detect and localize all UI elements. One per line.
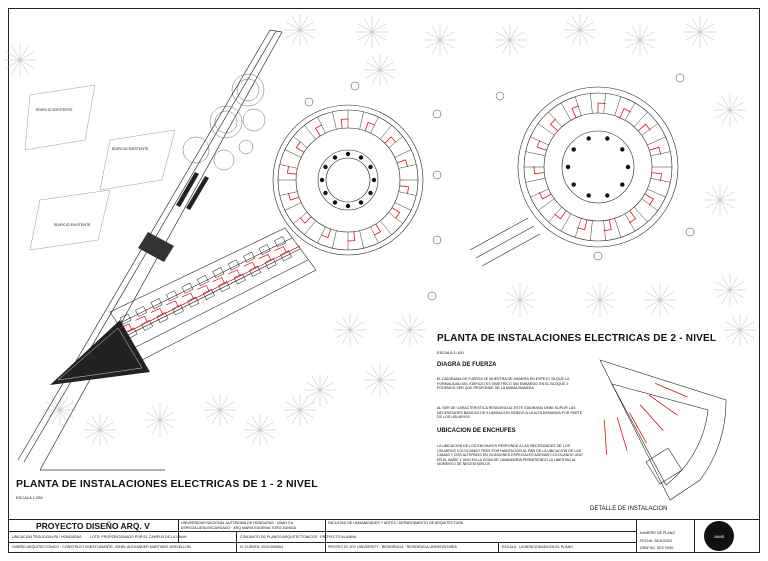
wall-line bbox=[360, 112, 364, 130]
circuit-line bbox=[228, 270, 240, 276]
column-dot bbox=[605, 136, 609, 140]
circuit-line bbox=[166, 301, 178, 307]
tree-symbol bbox=[364, 54, 396, 86]
circuit-line bbox=[213, 278, 225, 284]
circuit-line bbox=[539, 192, 551, 199]
circuit-line bbox=[555, 211, 567, 219]
tree-symbol bbox=[284, 394, 316, 426]
tree-symbol bbox=[714, 274, 746, 306]
wall-line bbox=[615, 97, 621, 116]
circuit-line bbox=[259, 255, 271, 261]
wall-line bbox=[380, 221, 391, 235]
force-paragraph-1: EL DIAGRAMA DE FUERZA SE MUESTRA DE MANERA EN ESPEJO YA QUE LA FORMALIDAD DEL EDIFICIO ES SIMETRICO SIN EMBARGO EN EL BLOQUE 3 PODEMOS VER QUE RESPONDE DE LA MISMA MANERA bbox=[437, 377, 570, 391]
wall-line bbox=[634, 207, 647, 222]
column-dot bbox=[572, 182, 576, 186]
tree-symbol bbox=[84, 414, 116, 446]
force-paragraph-2: AL SER DE CARACTERISTICA RESIDENCIAL ESTE DIAGRAMA DEBE SUPLIR LAS NECESIDADES BASICAS DE ILUMINACION DEBIDO A LA ALTA DEMANDA POR PARTE DE LOS USUARIOS bbox=[437, 406, 583, 420]
circuit-line bbox=[617, 418, 627, 452]
column-dot bbox=[587, 193, 591, 197]
tree-symbol bbox=[644, 284, 676, 316]
wall-line bbox=[590, 93, 592, 113]
university-name: UNIVERSIDAD NACIONAL AUTONOMA DE HONDURAS · UNAH CU bbox=[181, 521, 294, 525]
column-dot bbox=[359, 155, 363, 159]
circuit-line bbox=[638, 124, 650, 131]
existing-building-label: EDIFICIO EXISTENTE bbox=[112, 147, 149, 151]
tree-symbol bbox=[564, 14, 596, 46]
circuit-line bbox=[244, 262, 256, 268]
circuit-line bbox=[655, 383, 687, 397]
circuit-line bbox=[649, 147, 660, 155]
tree-symbol bbox=[304, 374, 336, 406]
tree-symbol bbox=[4, 44, 36, 76]
wall-line bbox=[285, 150, 301, 158]
student-name: ESTUDIANTE: JOHEL ALEXANDER MARTINEZ SERVELLON bbox=[90, 545, 191, 549]
circuit-line bbox=[537, 140, 547, 150]
tree-symbol bbox=[334, 314, 366, 346]
wall-line bbox=[304, 125, 315, 139]
date-label: FECHA: 26/11/2024 bbox=[640, 539, 672, 543]
circuit-line bbox=[300, 217, 311, 223]
outlets-heading: UBICACION DE ENCHUFES bbox=[437, 428, 516, 434]
outlets-paragraph: LA UBICACION DE LOS ENCHUFES RESPONDE A LAS NECESIDADES DE LOS USUARIOS COLOCANDO TRES POR HABITACION AL PAR DE LA UBICACION DE LAS CAMAS Y DOS ALTERNOS EN OCASIONES ESPECIALES ADEMAS COLOCANDO UNO EN EL BAÑO Y UNO EN LA ZONA DE LAVANDERIA PERMITIENDO LA LIBERTAD AL MOMENTO DE NECESITARLOS bbox=[437, 444, 583, 467]
column-dot bbox=[566, 165, 570, 169]
column-dot bbox=[620, 147, 624, 151]
tree-symbol bbox=[714, 94, 746, 126]
circuit-line bbox=[296, 142, 304, 153]
circuit-line bbox=[604, 420, 607, 455]
wall-line bbox=[538, 199, 554, 211]
circuit-line bbox=[316, 125, 323, 136]
grid-markers bbox=[305, 74, 694, 300]
circuit-line bbox=[640, 405, 663, 431]
tree-symbol bbox=[204, 394, 236, 426]
circuit-line bbox=[604, 220, 612, 231]
column-dot bbox=[323, 165, 327, 169]
lot-info: LOTE: PROPORCIONADO POR EL CAMPUS DE LA UNAH bbox=[90, 535, 187, 539]
column-dot bbox=[346, 204, 350, 208]
tree-symbol bbox=[624, 24, 656, 56]
logo bbox=[704, 521, 734, 551]
scale-note: ESCALA · LA MENCIONADA EN EL PLANO bbox=[502, 545, 573, 549]
wall-line bbox=[360, 231, 364, 249]
wall-line bbox=[332, 112, 336, 130]
column-dot bbox=[572, 147, 576, 151]
faculty-name: FACULTAD DE HUMANIDADES Y ARTES / DEPARTAMENTO DE ARQUITECTURA bbox=[328, 521, 464, 525]
detail-label: DETALLE DE INSTALACION bbox=[590, 506, 668, 512]
column-dot bbox=[359, 200, 363, 204]
column-dot bbox=[605, 193, 609, 197]
circuit-line bbox=[385, 137, 396, 143]
existing-building-label: EDIFICIO EXISTENTE bbox=[36, 108, 73, 112]
design-type: DISEÑO ARQUITECTONICO · CONSTRUCTIVO bbox=[12, 545, 92, 549]
wall-line bbox=[395, 150, 411, 158]
location: UBICACION TEGUCIGALPA / HONDURAS bbox=[12, 535, 82, 539]
circuit-line bbox=[374, 224, 381, 235]
circuit-line bbox=[645, 194, 654, 205]
circuit-line bbox=[397, 160, 408, 167]
tree-symbol bbox=[356, 16, 388, 48]
wall-line bbox=[590, 221, 592, 241]
account-number: N. CUENTA: 20201000804 bbox=[240, 545, 284, 549]
tree-symbol bbox=[504, 284, 536, 316]
parking-bays bbox=[138, 172, 209, 262]
tree-symbol bbox=[424, 24, 456, 56]
wall-line bbox=[304, 221, 315, 235]
drawing-number: DRW NO. SEC 0940 bbox=[640, 546, 674, 550]
circuit-line bbox=[288, 193, 299, 200]
project-title: PROYECTO DISEÑO ARQ. V bbox=[36, 521, 150, 531]
circuit-line bbox=[136, 316, 148, 322]
plan-scale-level2: ESCALA 1:100 bbox=[437, 350, 464, 355]
circuit-line bbox=[151, 309, 163, 315]
plan-set: CONJUNTO DE PLANOS ARQUITECTONICOS · PROYECTO ALUMNA bbox=[240, 535, 357, 539]
wall-line bbox=[526, 152, 546, 156]
tree-symbol bbox=[144, 404, 176, 436]
column-dot bbox=[372, 178, 376, 182]
tree-symbol bbox=[684, 16, 716, 48]
existing-building-label: EDIFICIO EXISTENTE bbox=[54, 223, 91, 227]
wall-line bbox=[285, 203, 301, 211]
tree-symbol bbox=[704, 184, 736, 216]
wall-line bbox=[380, 125, 391, 139]
plan-title-level12: PLANTA DE INSTALACIONES ELECTRICAS DE 1 - 2 NIVEL bbox=[16, 478, 318, 490]
wall-line bbox=[332, 231, 336, 249]
landscape-circles bbox=[183, 74, 265, 170]
project-name: PROYECTO JOY UNIVERSITY · RESIDENCIA · RESIDENCIA UNIVERSITARIA bbox=[328, 545, 457, 549]
room-unit bbox=[136, 306, 147, 316]
column-dot bbox=[323, 191, 327, 195]
circuit-line bbox=[577, 220, 587, 230]
tree-symbol bbox=[724, 314, 756, 346]
column-dot bbox=[320, 178, 324, 182]
circuit-line bbox=[275, 247, 287, 253]
column-dot bbox=[620, 182, 624, 186]
wall-line bbox=[526, 178, 546, 182]
plan-title-level2: PLANTA DE INSTALACIONES ELECTRICAS DE 2 - NIVEL bbox=[437, 333, 717, 344]
sheet-number-label: NUMERO DE PLANO bbox=[640, 531, 676, 535]
tree-symbol bbox=[44, 394, 76, 426]
tree-symbol bbox=[584, 284, 616, 316]
tree-symbol bbox=[364, 364, 396, 396]
wall-line bbox=[395, 203, 411, 211]
circuit-line bbox=[392, 208, 400, 219]
plan-scale-level12: ESCALA 1:250 bbox=[16, 495, 43, 500]
column-dot bbox=[333, 155, 337, 159]
wall-line bbox=[615, 218, 621, 237]
tree-symbol bbox=[394, 314, 426, 346]
circuit-line bbox=[182, 293, 194, 299]
column-dot bbox=[368, 191, 372, 195]
wall-line bbox=[647, 189, 665, 197]
force-heading: DIAGRA DE FUERZA bbox=[437, 362, 497, 368]
circuit-line bbox=[341, 119, 348, 128]
wall-line bbox=[561, 103, 571, 120]
circuit-line bbox=[550, 119, 558, 131]
tree-symbol bbox=[244, 414, 276, 446]
column-dot bbox=[368, 165, 372, 169]
wall-line bbox=[647, 137, 665, 145]
circuit-line bbox=[197, 285, 209, 291]
specialist-name: ESPECIALISTA ENCARGADO · ARQ MARIA EUGENIA TORO ZUNIGA bbox=[181, 526, 297, 530]
circuit-line bbox=[128, 246, 300, 332]
column-dot bbox=[346, 152, 350, 156]
tree-symbol bbox=[494, 24, 526, 56]
tree-symbol bbox=[284, 14, 316, 46]
circuit-line bbox=[629, 211, 636, 223]
column-dot bbox=[587, 136, 591, 140]
column-dot bbox=[333, 200, 337, 204]
circuit-line bbox=[629, 412, 646, 443]
column-dot bbox=[626, 165, 630, 169]
circuit-line bbox=[348, 232, 355, 241]
circuit-line bbox=[572, 106, 579, 118]
logo-text: JAMS bbox=[713, 533, 725, 539]
